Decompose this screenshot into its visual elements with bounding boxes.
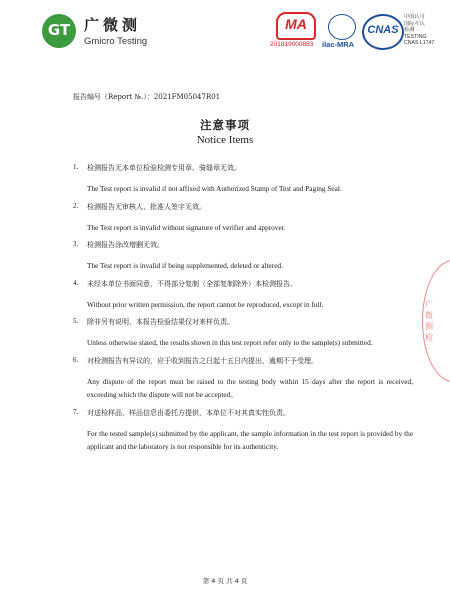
notice-number: 5. [73, 317, 79, 325]
notice-text-cn: 除非另有说明，本报告检验结果仅对来样负责。 [87, 318, 234, 326]
notice-text-en: Unless otherwise stated, the results shown in this test report refer only to the sample(s) submitted. [87, 338, 373, 347]
notice-number: 6. [73, 355, 79, 364]
notice-item [73, 317, 413, 350]
notice-number: 7. [73, 407, 79, 416]
ilac-mra-logo [322, 12, 362, 54]
notice-text-en: Any dispute of the report must be raised to the testing body within 15 days after the report is received, exceeding which the dispute will not be accepted。 [87, 376, 413, 399]
company-name-en: Gmicro Testing [84, 36, 148, 47]
page-title-cn: 注意事项 [200, 118, 250, 132]
page-footer: 第 4 页 共 4 页 [202, 577, 248, 585]
ma-icon: MA [276, 12, 316, 40]
notice-list [73, 163, 413, 460]
notice-text-cn: 检测报告无审核人、批准人签字无效。 [87, 202, 206, 211]
paging-seal-stamp: 广微测检 [422, 260, 450, 382]
cnas-side-text: 中国认可 国际互认 检测 TESTING CNAS L1747 [404, 14, 435, 47]
logo-mark-icon: GT [42, 14, 76, 48]
report-number: 报告编号（Report №.）：2021FM05047R01 [73, 93, 221, 101]
notice-item [73, 163, 413, 196]
notice-item [73, 356, 413, 402]
cnas-logo [360, 12, 404, 54]
company-logo [42, 14, 172, 54]
cnas-icon: CNAS [362, 14, 404, 50]
notice-text-cn: 检测报告无本单位检验检测专用章、骑缝章无效。 [87, 164, 241, 172]
notice-number: 1. [73, 163, 79, 171]
notice-text-cn: 对送检样品，样品信息由委托方提供，本单位不对其真实性负责。 [87, 408, 290, 417]
ma-number: 201819000883 [270, 41, 314, 48]
notice-item [73, 202, 413, 235]
notice-text-cn: 对检测报告有异议的，应于收到报告之日起十五日内提出，逾期不予受理。 [87, 356, 318, 365]
notice-item [73, 408, 413, 454]
notice-text-cn: 未经本单位书面同意，不得部分复制（全部复制除外）本检测报告。 [87, 279, 297, 288]
company-name-cn: 广微测 [84, 16, 142, 34]
notice-text-en: Without prior written permission, the report cannot be reproduced, except in full. [87, 299, 324, 309]
notice-text-en: For the tested sample(s) submitted by the applicant, the sample information in the test report is provided by the applicant and the laboratory is not responsible for its authenticity. [87, 428, 413, 451]
ilac-label: ilac-MRA [322, 40, 355, 49]
notice-text-en: The Test report is invalid if being supplemented, deleted or altered. [87, 261, 283, 270]
notice-number: 3. [73, 240, 79, 248]
globe-icon [328, 14, 356, 40]
notice-text-en: The Test report is invalid without signature of verifier and approver. [87, 222, 286, 232]
notice-text-en: The Test report is invalid if not affixed with Authorized Stamp of Test and Paging Seal. [87, 184, 342, 193]
notice-number: 2. [73, 201, 79, 210]
notice-text-cn: 检测报告涂改增删无效。 [87, 241, 164, 249]
notice-number: 4. [73, 278, 79, 287]
page-title-en: Notice Items [196, 134, 254, 146]
notice-item [73, 279, 413, 312]
notice-item [73, 240, 413, 273]
ma-certification-logo [270, 12, 320, 54]
